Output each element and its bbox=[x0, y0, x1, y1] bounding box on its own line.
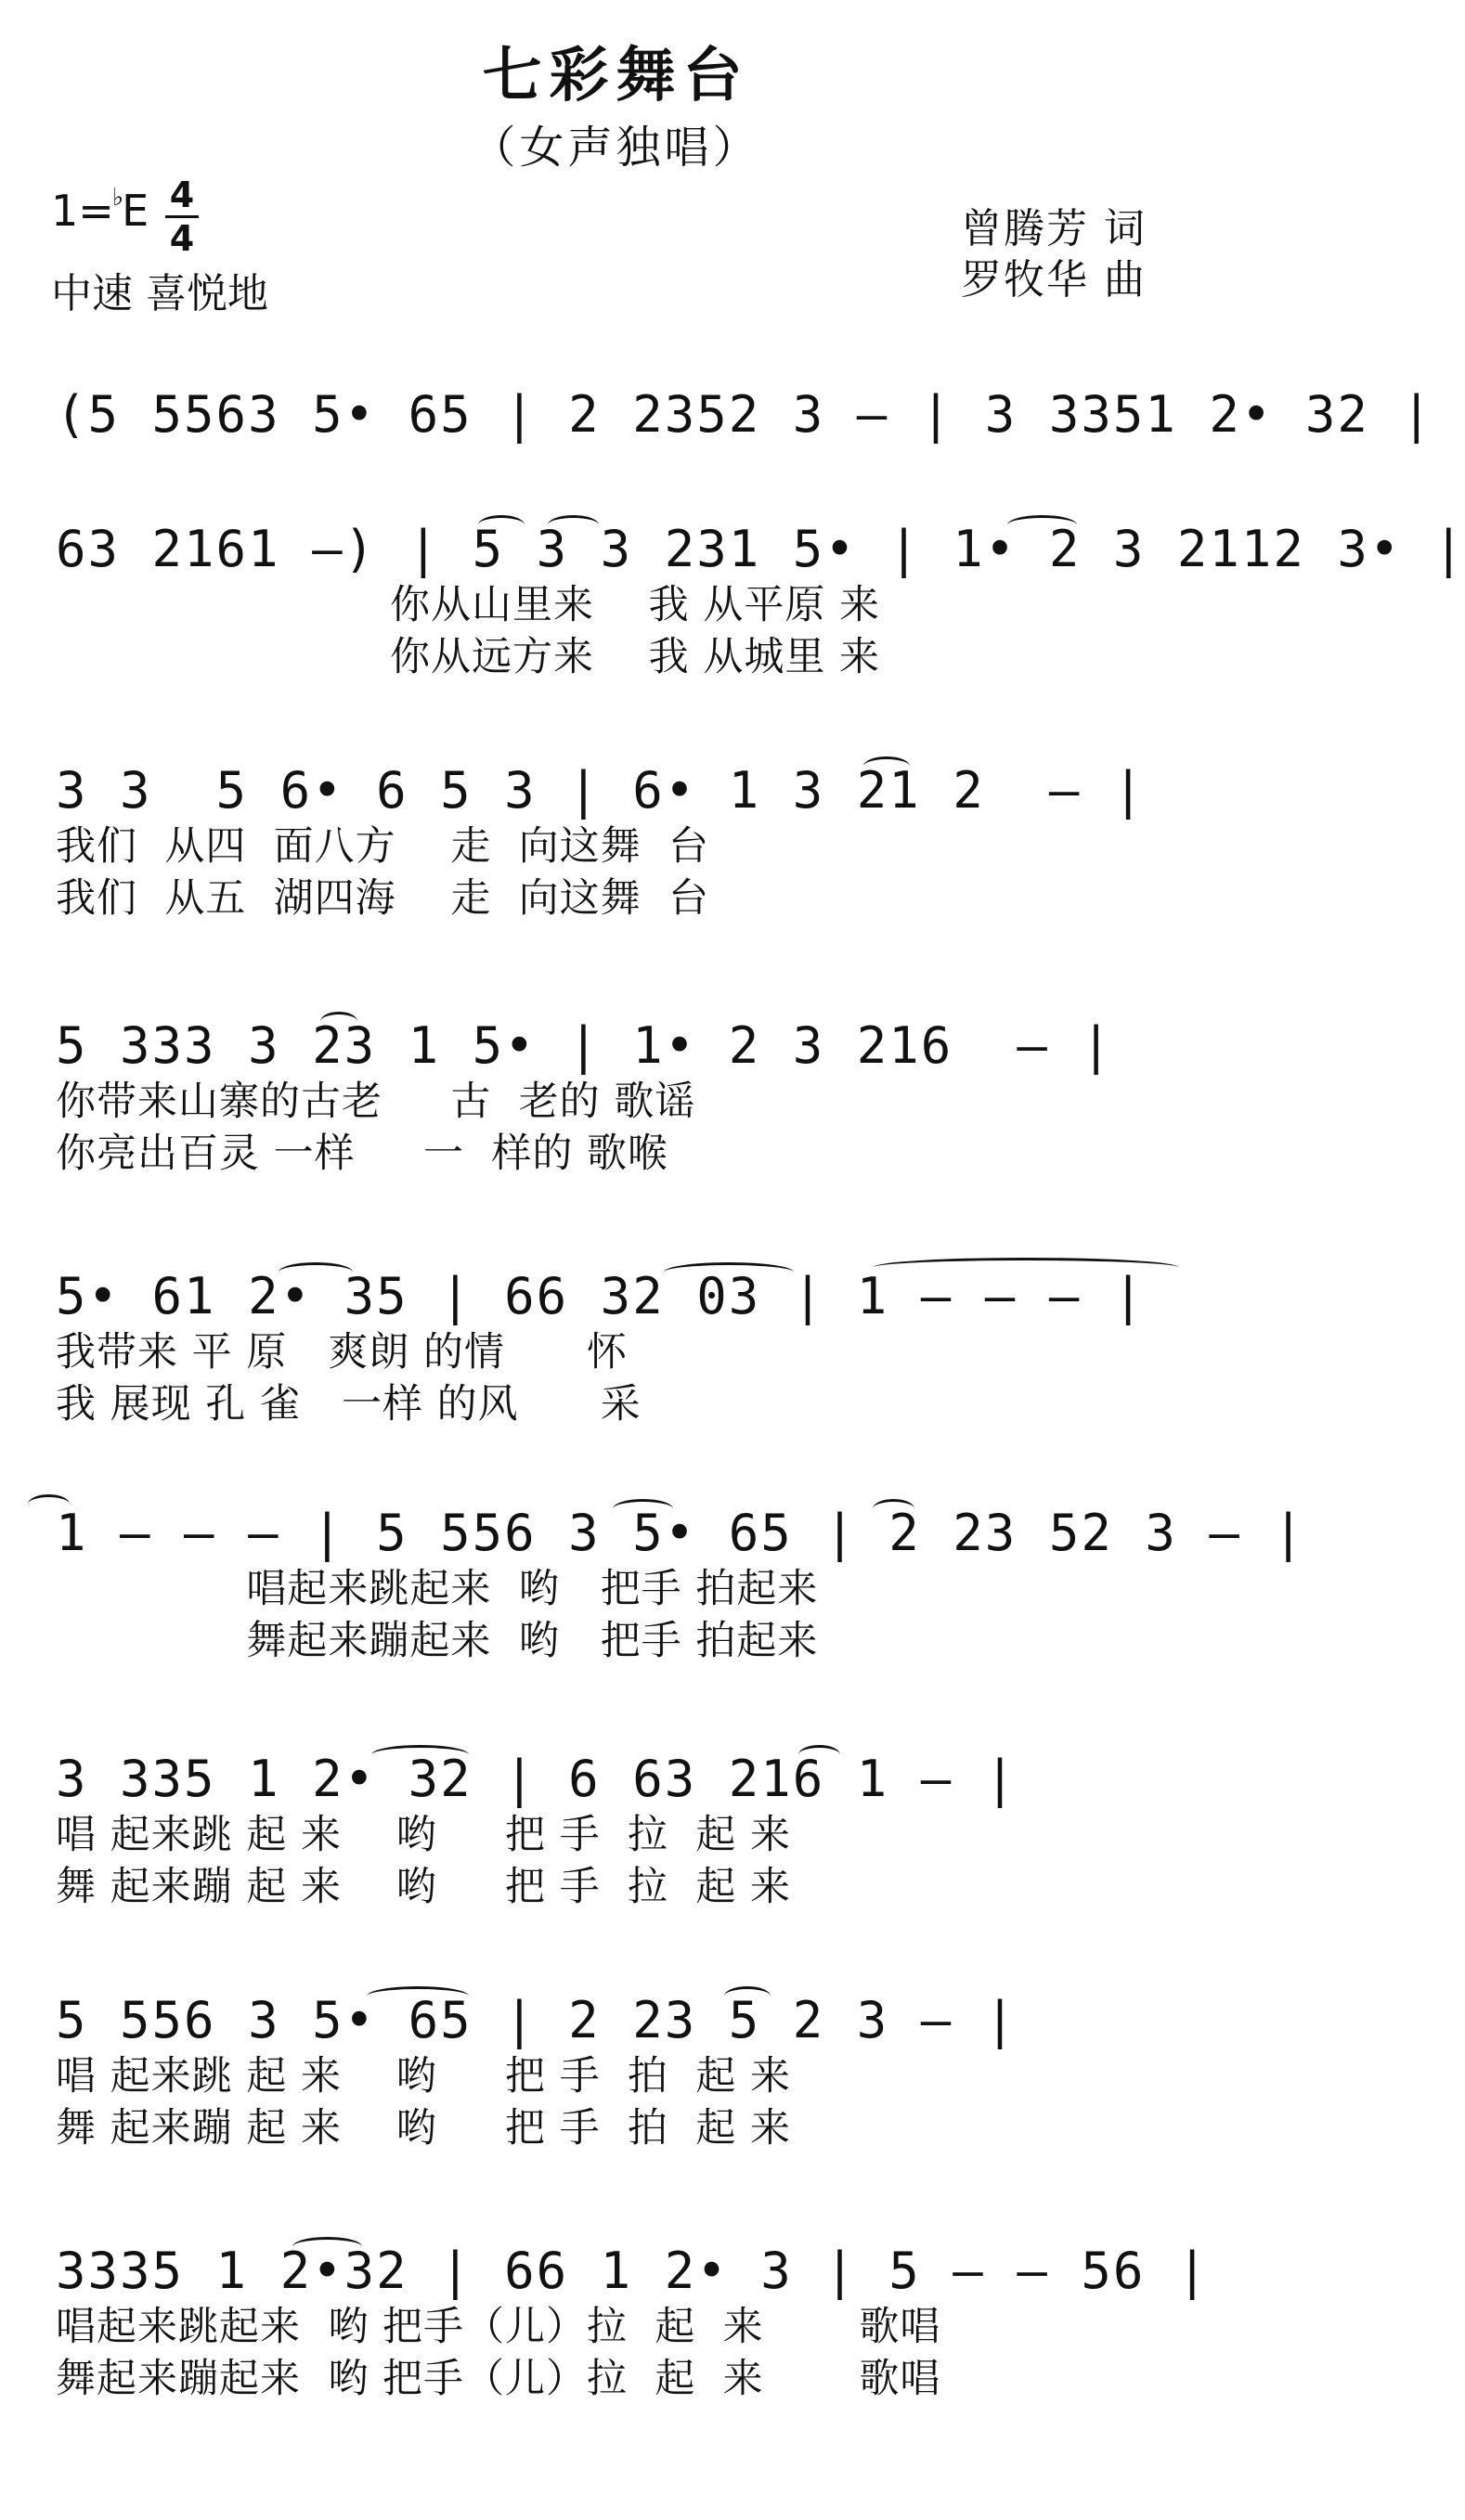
key-note: E bbox=[122, 186, 149, 236]
notation-line: 5 556 3 5• 65 | 2 23 5 2 3 – | bbox=[56, 1991, 1018, 2049]
key-label: 1= bbox=[51, 186, 114, 236]
score-row-7 bbox=[56, 1750, 1179, 1913]
score-row-5 bbox=[56, 1267, 1179, 1430]
time-top: 4 bbox=[169, 174, 195, 215]
lyrics-verse-1: 我们 从四 面八方 走 向这舞 台 bbox=[56, 823, 710, 870]
composer-credit: 罗牧华 曲 bbox=[961, 256, 1147, 304]
slur-mark bbox=[724, 1986, 771, 2006]
slur-mark bbox=[478, 515, 525, 535]
lyrics-verse-2: 你从远方来 我 从城里 来 bbox=[390, 634, 881, 680]
time-bottom: 4 bbox=[169, 218, 195, 259]
slur-mark bbox=[28, 1494, 70, 1514]
page-subtitle: （女声独唱） bbox=[471, 122, 761, 174]
slur-mark bbox=[279, 1262, 353, 1282]
slur-mark bbox=[873, 1258, 1179, 1277]
lyrics-verse-1: 你带来山寨的古老 古 老的 歌谣 bbox=[56, 1079, 696, 1125]
slur-mark bbox=[371, 1745, 469, 1764]
lyrics-verse-1: 唱起来跳起来 哟 把手 拍起来 bbox=[56, 1566, 819, 1612]
slur-mark bbox=[367, 1986, 469, 2006]
notation-line: 3 335 1 2• 32 | 6 63 216 1 – | bbox=[56, 1750, 1018, 1808]
lyricist-credit: 曾腾芳 词 bbox=[961, 205, 1147, 252]
score-row-8 bbox=[56, 1991, 1179, 2154]
lyrics-verse-2: 舞 起来蹦 起 来 哟 把 手 拉 起 来 bbox=[56, 1864, 792, 1910]
lyrics-verse-2: 我 展现 孔 雀 一样 的风 采 bbox=[56, 1381, 642, 1428]
score-row-3 bbox=[56, 761, 1179, 924]
slur-mark bbox=[863, 756, 910, 776]
lyrics-verse-1: 唱起来跳起来 哟 把手（儿）拉 起 来 歌唱 bbox=[56, 2304, 941, 2350]
flat-sign: ♭ bbox=[111, 184, 124, 212]
tempo-marking: 中速 喜悦地 bbox=[51, 270, 268, 317]
score-row-1 bbox=[56, 385, 1433, 445]
time-signature bbox=[165, 176, 199, 257]
score-row-6 bbox=[56, 1504, 1305, 1667]
notation-line: 3335 1 2•32 | 66 1 2• 3 | 5 – – 56 | bbox=[56, 2242, 1210, 2300]
lyrics-verse-1: 你从山里来 我 从平原 来 bbox=[390, 582, 881, 628]
lyrics-verse-2: 你亮出百灵 一样 一 样的 歌喉 bbox=[56, 1131, 669, 1177]
notation-line: 63 2161 –) | 5 3 3 231 5• | 1• 2 3 2112 3• | bbox=[56, 520, 1465, 578]
notation-line: 5• 61 2• 35 | 66 32 03 | 1 – – – | bbox=[56, 1267, 1146, 1325]
notation-line: 5 333 3 23 1 5• | 1• 2 3 216 – | bbox=[56, 1016, 1113, 1075]
slur-mark bbox=[548, 515, 599, 535]
score-row-2 bbox=[56, 520, 1465, 683]
notation-line: 3 3 5 6• 6 5 3 | 6• 1 3 21 2 – | bbox=[56, 761, 1146, 820]
notation-line: (5 5563 5• 65 | 2 2352 3 – | 3 3351 2• 32 | bbox=[56, 385, 1433, 444]
lyrics-verse-2: 我们 从五 湖四海 走 向这舞 台 bbox=[56, 875, 710, 922]
lyrics-verse-2: 舞 起来蹦 起 来 哟 把 手 拍 起 来 bbox=[56, 2105, 792, 2152]
score-row-4 bbox=[56, 1016, 1179, 1180]
slur-mark bbox=[664, 1262, 794, 1282]
slur-mark bbox=[613, 1499, 673, 1518]
page-title: 七彩舞台 bbox=[482, 42, 750, 110]
lyrics-verse-2: 舞起来蹦起来 哟 把手 拍起来 bbox=[56, 1618, 819, 1664]
slur-mark bbox=[320, 1012, 357, 1031]
lyrics-verse-1: 唱 起来跳 起 来 哟 把 手 拍 起 来 bbox=[56, 2053, 792, 2100]
slur-mark bbox=[873, 1499, 914, 1518]
lyrics-verse-1: 我带来 平 原 爽朗 的情 怀 bbox=[56, 1329, 629, 1376]
lyrics-verse-1: 唱 起来跳 起 来 哟 把 手 拉 起 来 bbox=[56, 1812, 792, 1858]
slur-mark bbox=[1007, 515, 1077, 535]
key-signature bbox=[51, 186, 149, 236]
lyrics-verse-2: 舞起来蹦起来 哟 把手（儿）拉 起 来 歌唱 bbox=[56, 2356, 941, 2402]
slur-mark bbox=[292, 2237, 362, 2256]
notation-line: 1 – – – | 5 556 3 5• 65 | 2 23 52 3 – | bbox=[56, 1504, 1305, 1562]
score-row-9 bbox=[56, 2242, 1210, 2405]
slur-mark bbox=[798, 1745, 840, 1764]
